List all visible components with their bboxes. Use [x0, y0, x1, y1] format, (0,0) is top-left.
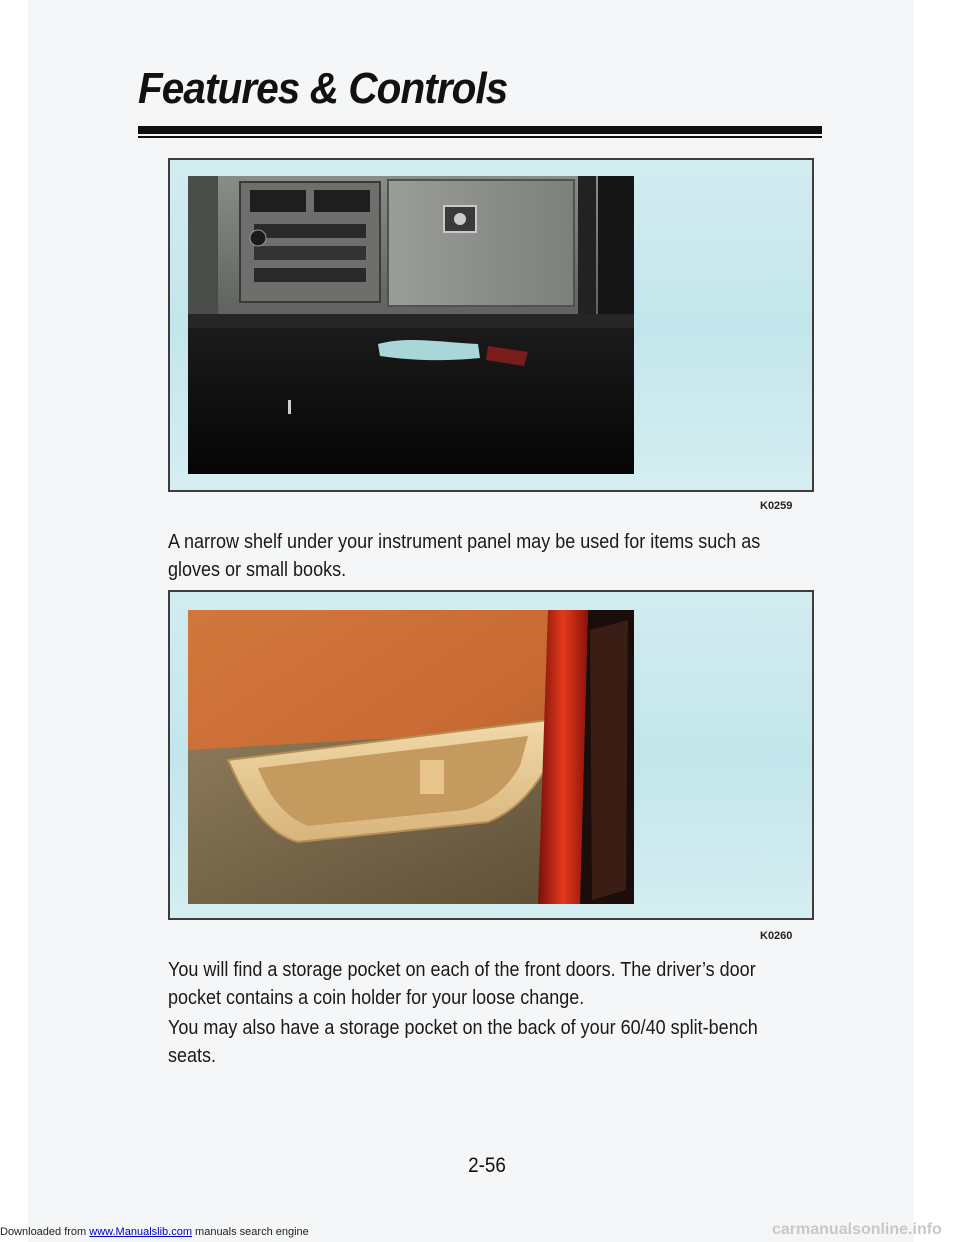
photo-instrument-panel-shelf	[188, 176, 634, 474]
title-rule-thin	[138, 136, 822, 138]
photo-door-storage-pocket	[188, 610, 634, 904]
footer-prefix: Downloaded from	[0, 1226, 90, 1238]
figure-code: K0260	[760, 930, 793, 942]
download-footer	[0, 1226, 309, 1238]
door-pocket-illustration	[188, 610, 634, 904]
page-number: 2-56	[468, 1154, 506, 1177]
title-rule-thick	[138, 126, 822, 134]
paragraph-seatback-pocket: You may also have a storage pocket on the back of your 60/40 split-bench seats.	[168, 1017, 758, 1067]
footer-suffix: manuals search engine	[191, 1226, 309, 1238]
watermark: carmanualsonline.info	[772, 1221, 942, 1238]
manualslib-link[interactable]: www.Manualslib.com	[89, 1226, 192, 1238]
figure-code: K0259	[760, 500, 793, 512]
page-title: Features & Controls	[138, 64, 508, 113]
figure-instrument-panel-shelf	[168, 158, 814, 492]
paragraph-shelf: A narrow shelf under your instrument panel may be used for items such as gloves or small books.	[168, 531, 761, 581]
figure-door-storage-pocket	[168, 590, 814, 920]
instrument-panel-illustration	[188, 176, 634, 474]
paragraph-door-pocket: You will find a storage pocket on each of the front doors. The driver’s door pocket contains a coin holder for your loose change.	[168, 959, 756, 1009]
